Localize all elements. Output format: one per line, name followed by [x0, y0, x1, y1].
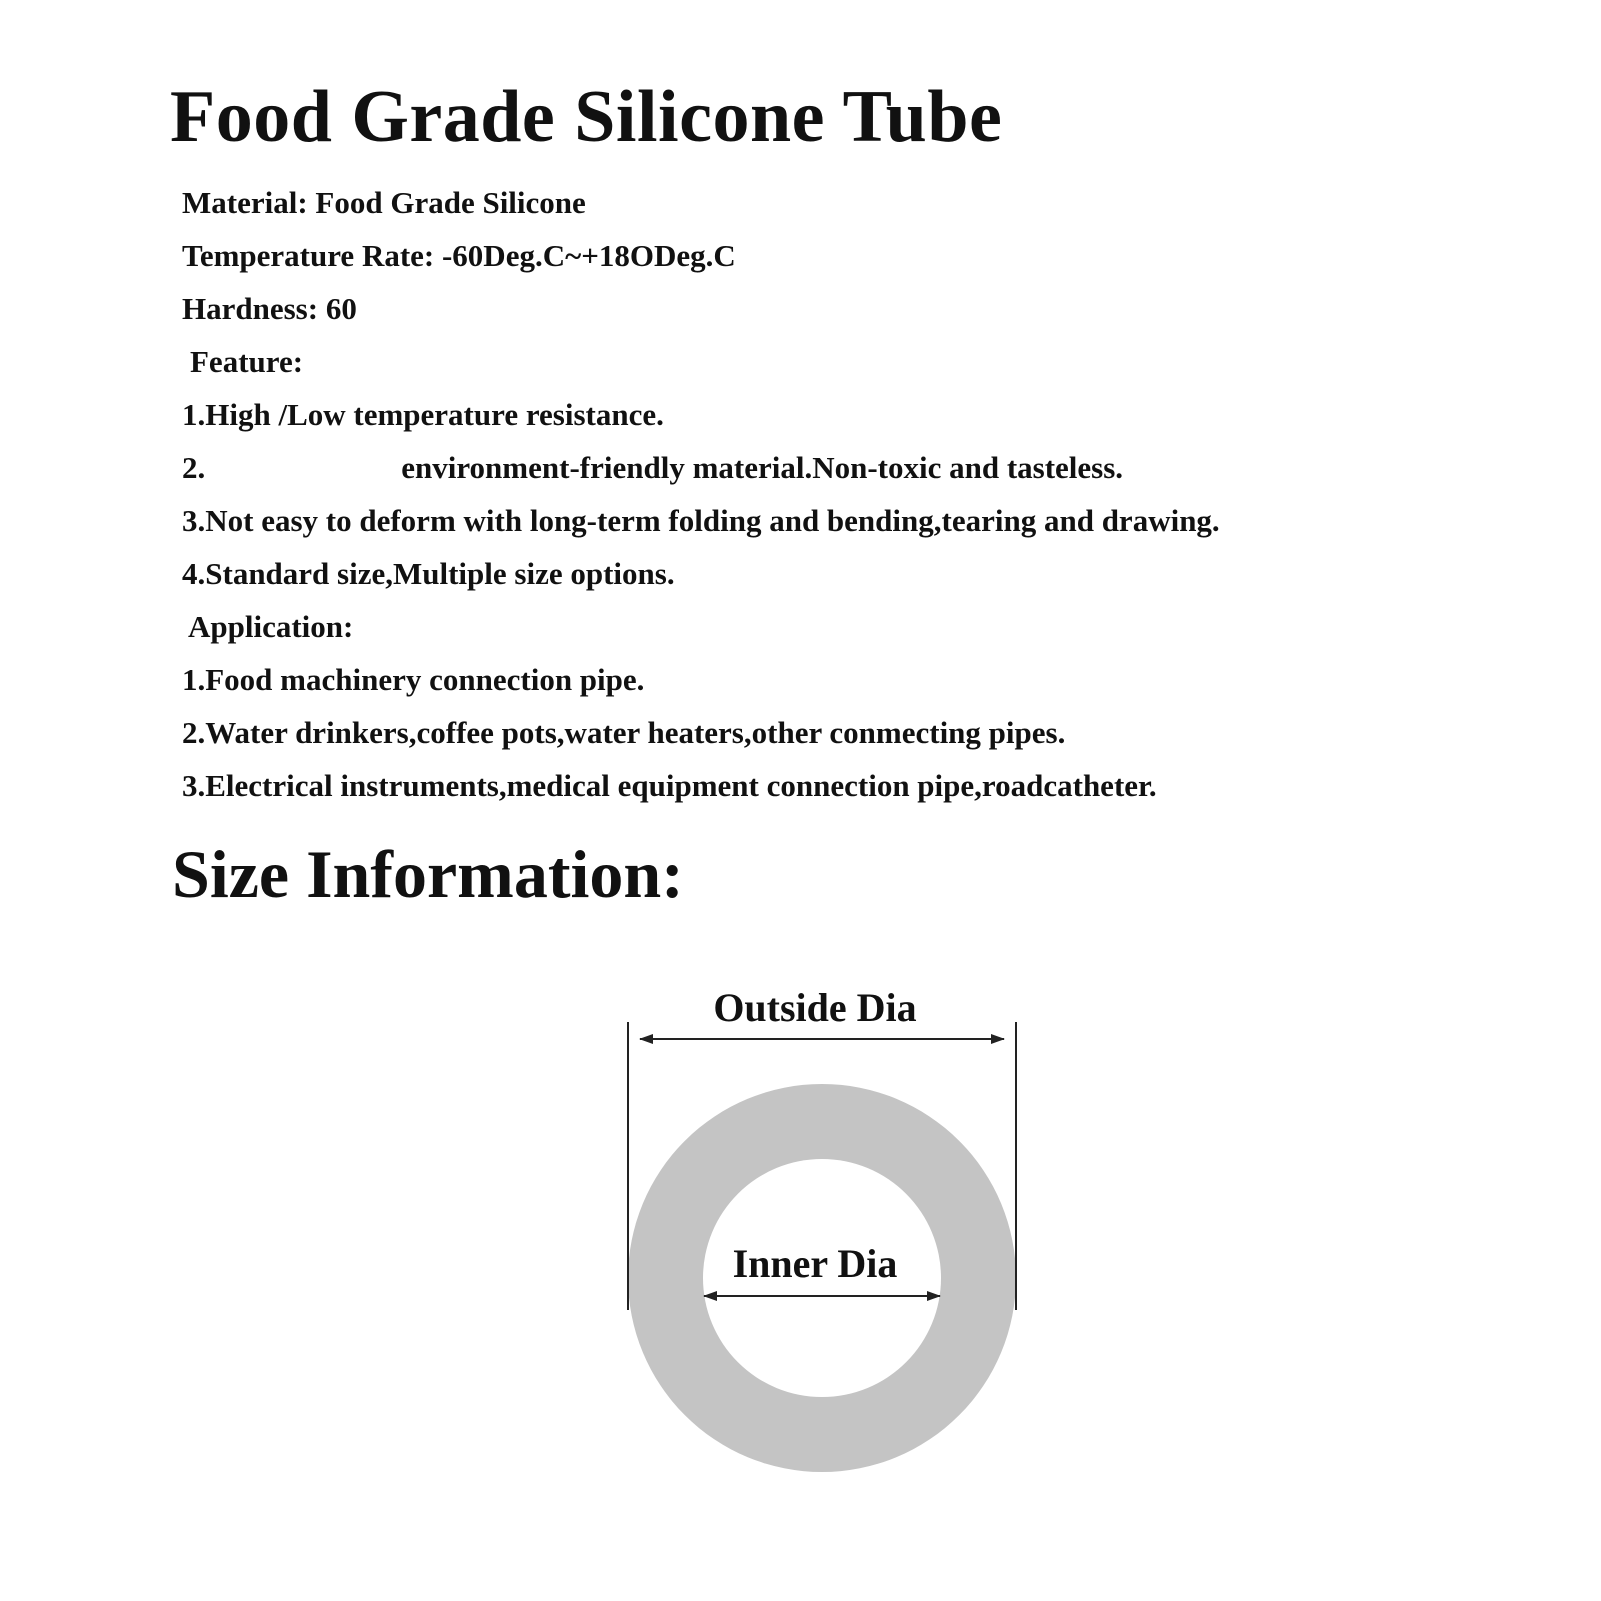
temperature-spec: Temperature Rate: -60Deg.C~+18ODeg.C	[182, 238, 736, 273]
feature-heading: Feature:	[190, 344, 304, 379]
feature-item-2-text: environment-friendly material.Non-toxic and tasteless.	[401, 450, 1124, 485]
feature-item-2-number: 2.	[182, 450, 206, 485]
application-item-3: 3.Electrical instruments,medical equipment connection pipe,roadcatheter.	[182, 768, 1157, 803]
material-spec: Material: Food Grade Silicone	[182, 185, 586, 220]
feature-item-1: 1.High /Low temperature resistance.	[182, 397, 664, 432]
hardness-spec: Hardness: 60	[182, 291, 357, 326]
inner-dia-label: Inner Dia	[732, 1241, 898, 1286]
application-heading: Application:	[188, 609, 354, 644]
feature-item-4: 4.Standard size,Multiple size options.	[182, 556, 675, 591]
application-item-1: 1.Food machinery connection pipe.	[182, 662, 645, 697]
size-information-heading: Size Information:	[172, 836, 684, 912]
feature-item-3: 3.Not easy to deform with long-term folding and bending,tearing and drawing.	[182, 503, 1220, 538]
page-title: Food Grade Silicone Tube	[170, 76, 1003, 158]
application-item-2: 2.Water drinkers,coffee pots,water heaters,other conmecting pipes.	[182, 715, 1066, 750]
outside-dia-label: Outside Dia	[713, 985, 917, 1030]
